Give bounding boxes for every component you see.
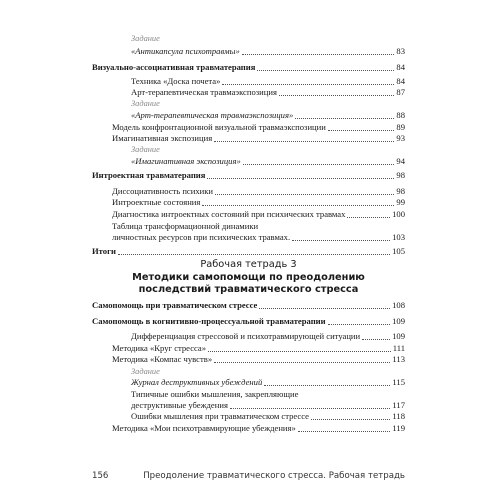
toc-entry: «Имагинативная экспозиция» 94 xyxy=(131,156,405,166)
toc-entry-continued: Таблица трансформационной динамики xyxy=(112,221,259,231)
toc-entry: Журнал деструктивных убеждений 115 xyxy=(131,377,405,387)
toc-entry: Диссоциативность психики 98 xyxy=(112,186,405,196)
toc-entry: личностных ресурсов при психических травмах. 103 xyxy=(112,232,405,242)
toc-entry: Арт-терапевтическая травмаэкспозиция 87 xyxy=(131,87,405,97)
task-label: Задание xyxy=(131,367,160,376)
toc-entry: Модель конфронтационной визуальной травмаэкспозиции 89 xyxy=(112,122,405,132)
toc-entry: Интроектные состояния 99 xyxy=(112,197,405,207)
workbook-heading xyxy=(92,259,405,297)
page-number: 156 xyxy=(92,471,109,481)
toc-entry: Имагинативная экспозиция 93 xyxy=(112,133,405,143)
toc-entry: «Антикапсула психотравмы» 83 xyxy=(131,46,405,56)
toc-entry: Методика «Мои психотравмирующие убеждения» 119 xyxy=(112,423,405,433)
toc-entry: Диагностика интроектных состояний при психических травмах 100 xyxy=(112,209,405,219)
workbook-subtitle-line2: последствий травматического стресса xyxy=(138,284,359,295)
toc-entry: Техника «Доска почета» 84 xyxy=(131,76,405,86)
task-label: Задание xyxy=(131,99,160,108)
task-label: Задание xyxy=(131,34,160,43)
workbook-subtitle-line1: Методики самопомощи по преодолению xyxy=(132,271,365,283)
toc-entry-continued: Типичные ошибки мышления, закрепляющие xyxy=(131,389,299,399)
toc-entry: Методика «Круг стресса» 111 xyxy=(112,343,405,353)
toc-heading: Визуально-ассоциативная травматерапия 84 xyxy=(92,62,405,72)
page-footer xyxy=(92,471,405,485)
toc-heading: Самопомощь при травматическом стрессе 108 xyxy=(92,300,405,310)
running-title: Преодоление травматического стресса. Рабочая тетрадь xyxy=(143,471,405,481)
toc-heading: Интроектная травматерапия 98 xyxy=(92,170,405,180)
toc-heading: Итоги 105 xyxy=(92,246,405,256)
workbook-title: Рабочая тетрадь 3 xyxy=(200,259,297,270)
toc-entry: «Арт-терапевтическая травмаэкспозиция» 88 xyxy=(131,110,405,120)
task-label: Задание xyxy=(131,145,160,154)
toc-entry: Ошибки мышления при травматическом стрессе 118 xyxy=(131,411,405,421)
toc-entry: деструктивные убеждения 117 xyxy=(131,400,405,410)
toc-heading: Самопомощь в когнитивно-процессуальной травматерапии 109 xyxy=(92,316,405,326)
toc-entry: Дифференциация стрессовой и психотравмирующей ситуации 109 xyxy=(131,331,405,341)
toc-entry: Методика «Компас чувств» 113 xyxy=(112,354,405,364)
